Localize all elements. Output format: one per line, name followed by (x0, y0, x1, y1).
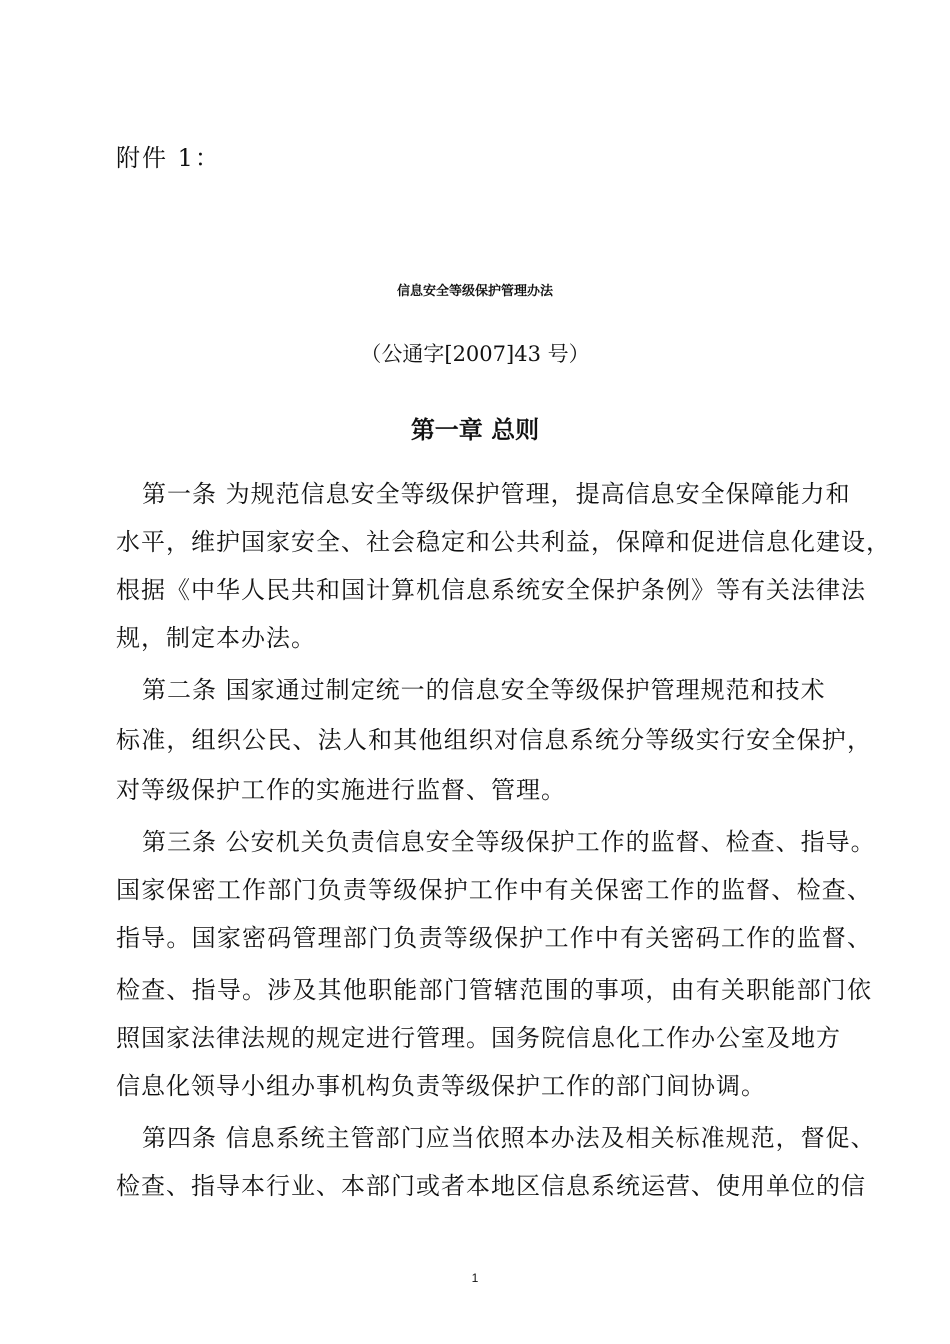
article-3-line-3: 指导。国家密码管理部门负责等级保护工作中有关密码工作的监督、 (116, 924, 872, 952)
article-1-line-1: 第一条 为规范信息安全等级保护管理，提高信息安全保障能力和 (142, 480, 851, 508)
document-title: 信息安全等级保护管理办法 (396, 284, 553, 299)
article-4-line-2: 检查、指导本行业、本部门或者本地区信息系统运营、使用单位的信 (116, 1172, 866, 1200)
article-2-line-2: 标准，组织公民、法人和其他组织对信息系统分等级实行安全保护， (116, 726, 872, 754)
attachment-label: 附件 1： (116, 144, 221, 172)
page-number: 1 (471, 1271, 479, 1285)
article-1-line-2: 水平，维护国家安全、社会稳定和公共利益，保障和促进信息化建设， (116, 528, 891, 556)
article-3-line-4: 检查、指导。涉及其他职能部门管辖范围的事项，由有关职能部门依 (116, 976, 872, 1004)
article-3-line-5: 照国家法律法规的规定进行管理。国务院信息化工作办公室及地方 (116, 1024, 841, 1052)
article-2-line-3: 对等级保护工作的实施进行监督、管理。 (116, 776, 566, 804)
article-1-line-4: 规，制定本办法。 (116, 624, 316, 652)
article-3-line-6: 信息化领导小组办事机构负责等级保护工作的部门间协调。 (116, 1072, 766, 1100)
article-2-line-1: 第二条 国家通过制定统一的信息安全等级保护管理规范和技术 (142, 676, 826, 704)
article-4-line-1: 第四条 信息系统主管部门应当依照本办法及相关标准规范，督促、 (142, 1124, 876, 1152)
document-number: （公通字[2007]43 号） (360, 342, 590, 366)
article-3-line-2: 国家保密工作部门负责等级保护工作中有关保密工作的监督、检查、 (116, 876, 872, 904)
article-3-line-1: 第三条 公安机关负责信息安全等级保护工作的监督、检查、指导。 (142, 828, 876, 856)
article-1-line-3: 根据《中华人民共和国计算机信息系统安全保护条例》等有关法律法 (116, 576, 866, 604)
chapter-heading: 第一章 总则 (410, 416, 540, 444)
